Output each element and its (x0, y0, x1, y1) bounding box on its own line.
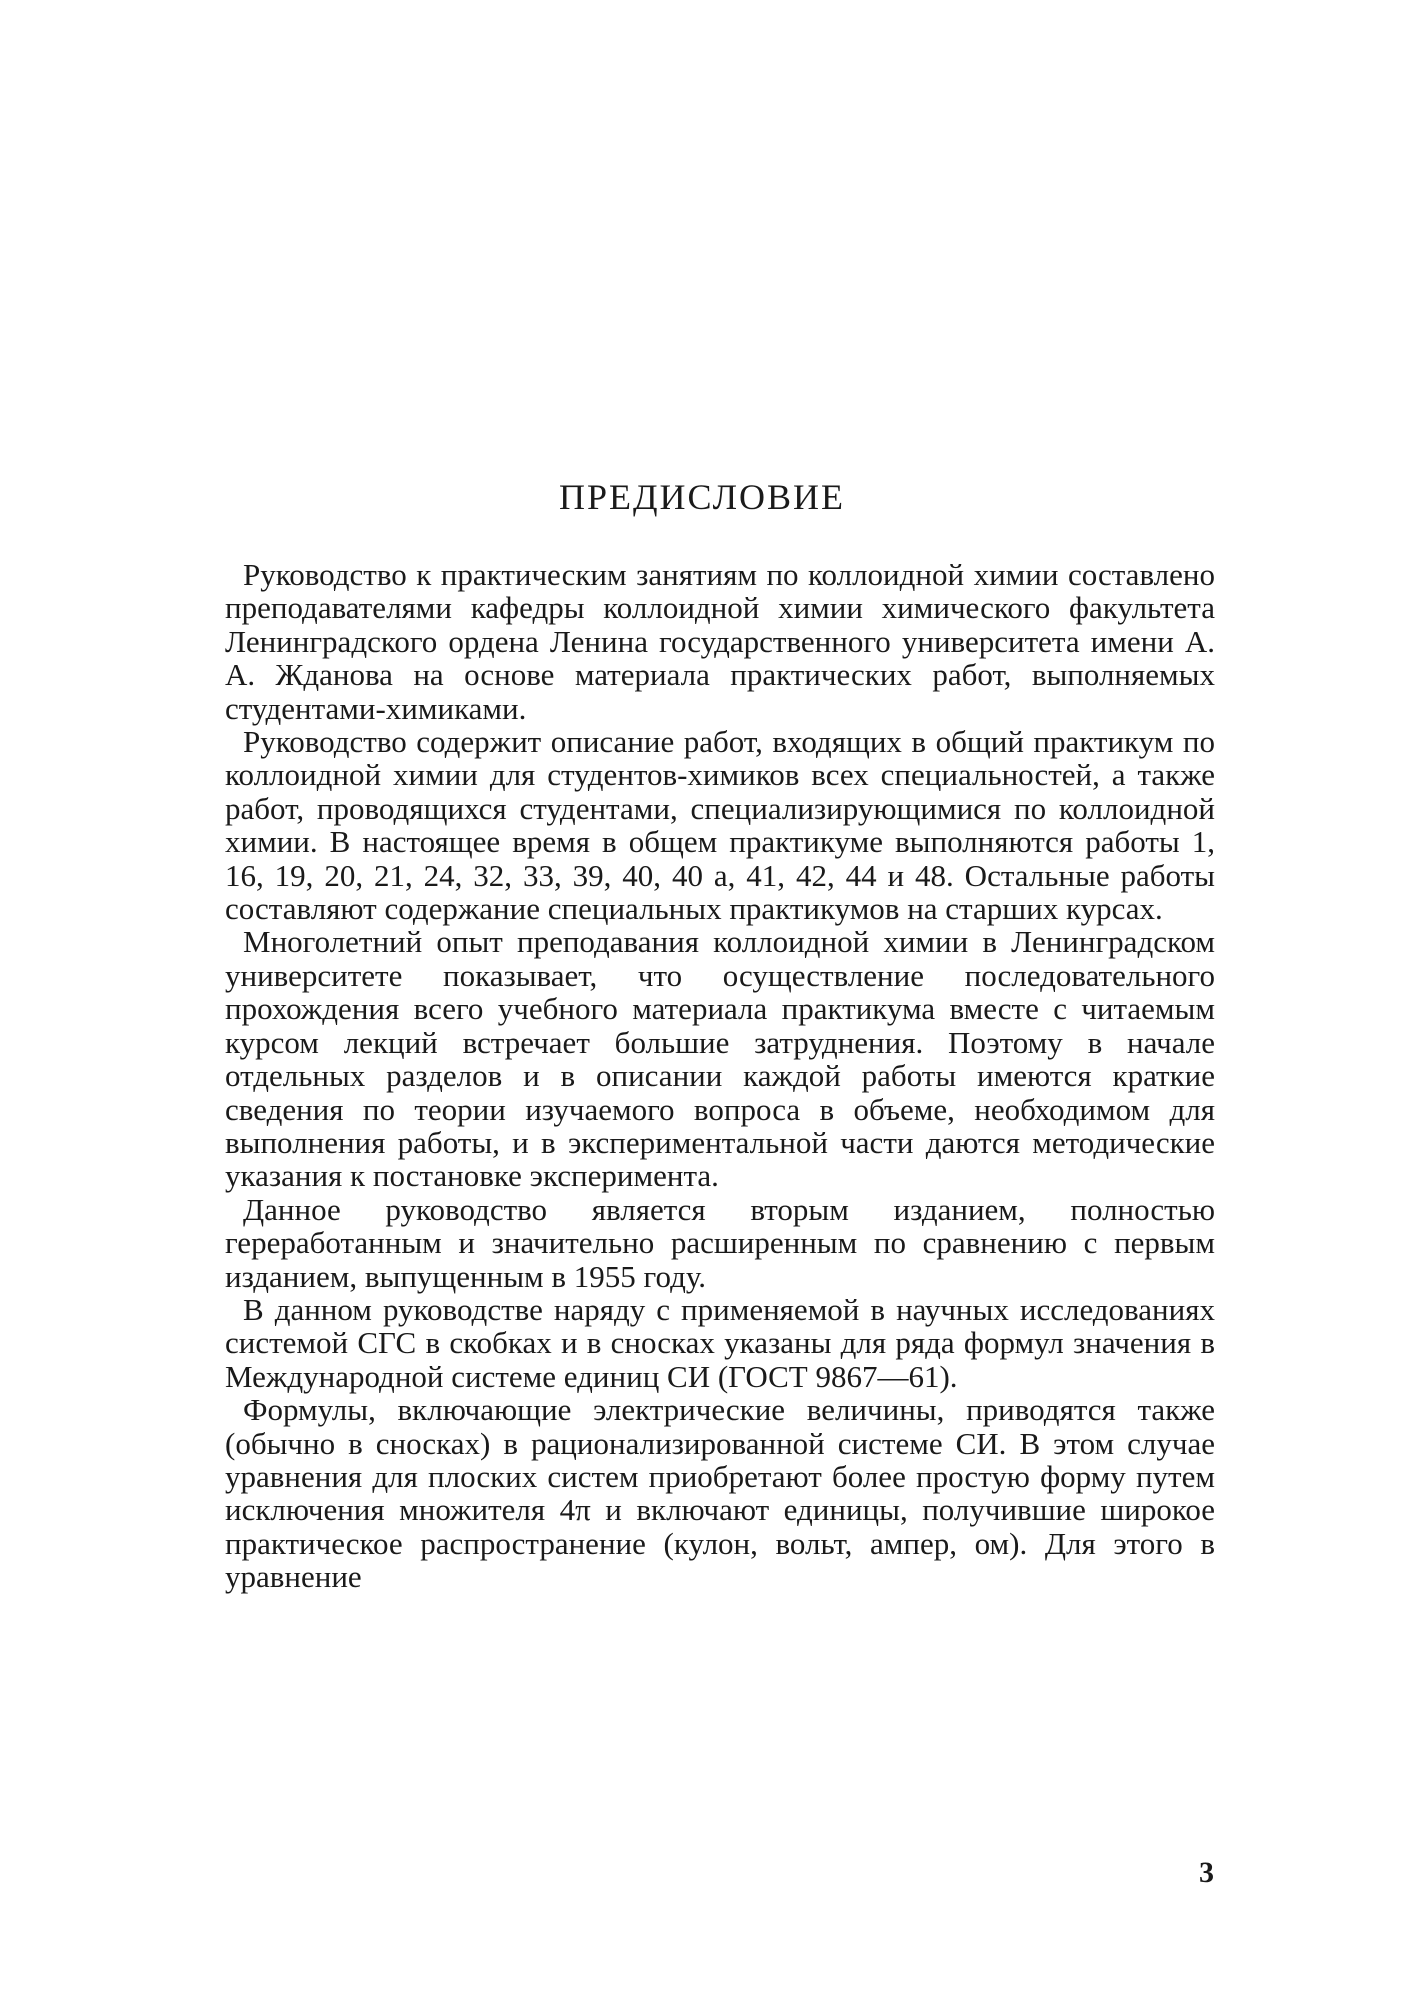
page-title: ПРЕДИСЛОВИЕ (558, 477, 846, 517)
paragraph-1: Руководство к практическим занятиям по коллоидной химии составлено преподавателями кафедры коллоидной химии химического факультета Ленинградского ордена Ленина государственного университета имени А. А. Жданова на основе материала практических работ, выполняемых студентами-химиками. (225, 557, 1215, 726)
preface-text (225, 558, 1215, 1594)
paragraph-2: Руководство содержит описание работ, входящих в общий практикум по коллоидной химии для студентов-химиков всех специальностей, а также работ, проводящихся студентами, специализирующимися по коллоидной химии. В настоящее время в общем практикуме выполняются работы 1, 16, 19, 20, 21, 24, 32, 33, 39, 40, 40 а, 41, 42, 44 и 48. Остальные работы составляют содержание специальных практикумов на старших курсах. (225, 724, 1215, 927)
paragraph-4: Данное руководство является вторым изданием, полностью гереработанным и значительно расширенным по сравнению с первым изданием, выпущенным в 1955 году. (225, 1191, 1215, 1294)
paragraph-6: Формулы, включающие электрические величины, приводятся также (обычно в сносках) в рационализированной системе СИ. В этом случае уравнения для плоских систем приобретают более простую форму путем исключения множителя 4π и включают единицы, получившие широкое практическое распространение (кулон, вольт, ампер, ом). Для этого в уравнение (225, 1392, 1215, 1595)
paragraph-3: Многолетний опыт преподавания коллоидной химии в Ленинградском университете показывает, что осуществление последовательного прохождения всего учебного материала практикума вместе с читаемым курсом лекций встречает большие затруднения. Поэтому в начале отдельных разделов и в описании каждой работы имеются краткие сведения по теории изучаемого вопроса в объеме, необходимом для выполнения работы, и в экспериментальной части даются методические указания к постановке эксперимента. (225, 924, 1215, 1194)
page-number: 3 (1199, 1856, 1214, 1889)
paragraph-5: В данном руководстве наряду с применяемой в научных исследованиях системой СГС в скобках и в сносках указаны для ряда формул значения в Международной системе единиц СИ (ГОСТ 9867—61). (225, 1291, 1215, 1394)
